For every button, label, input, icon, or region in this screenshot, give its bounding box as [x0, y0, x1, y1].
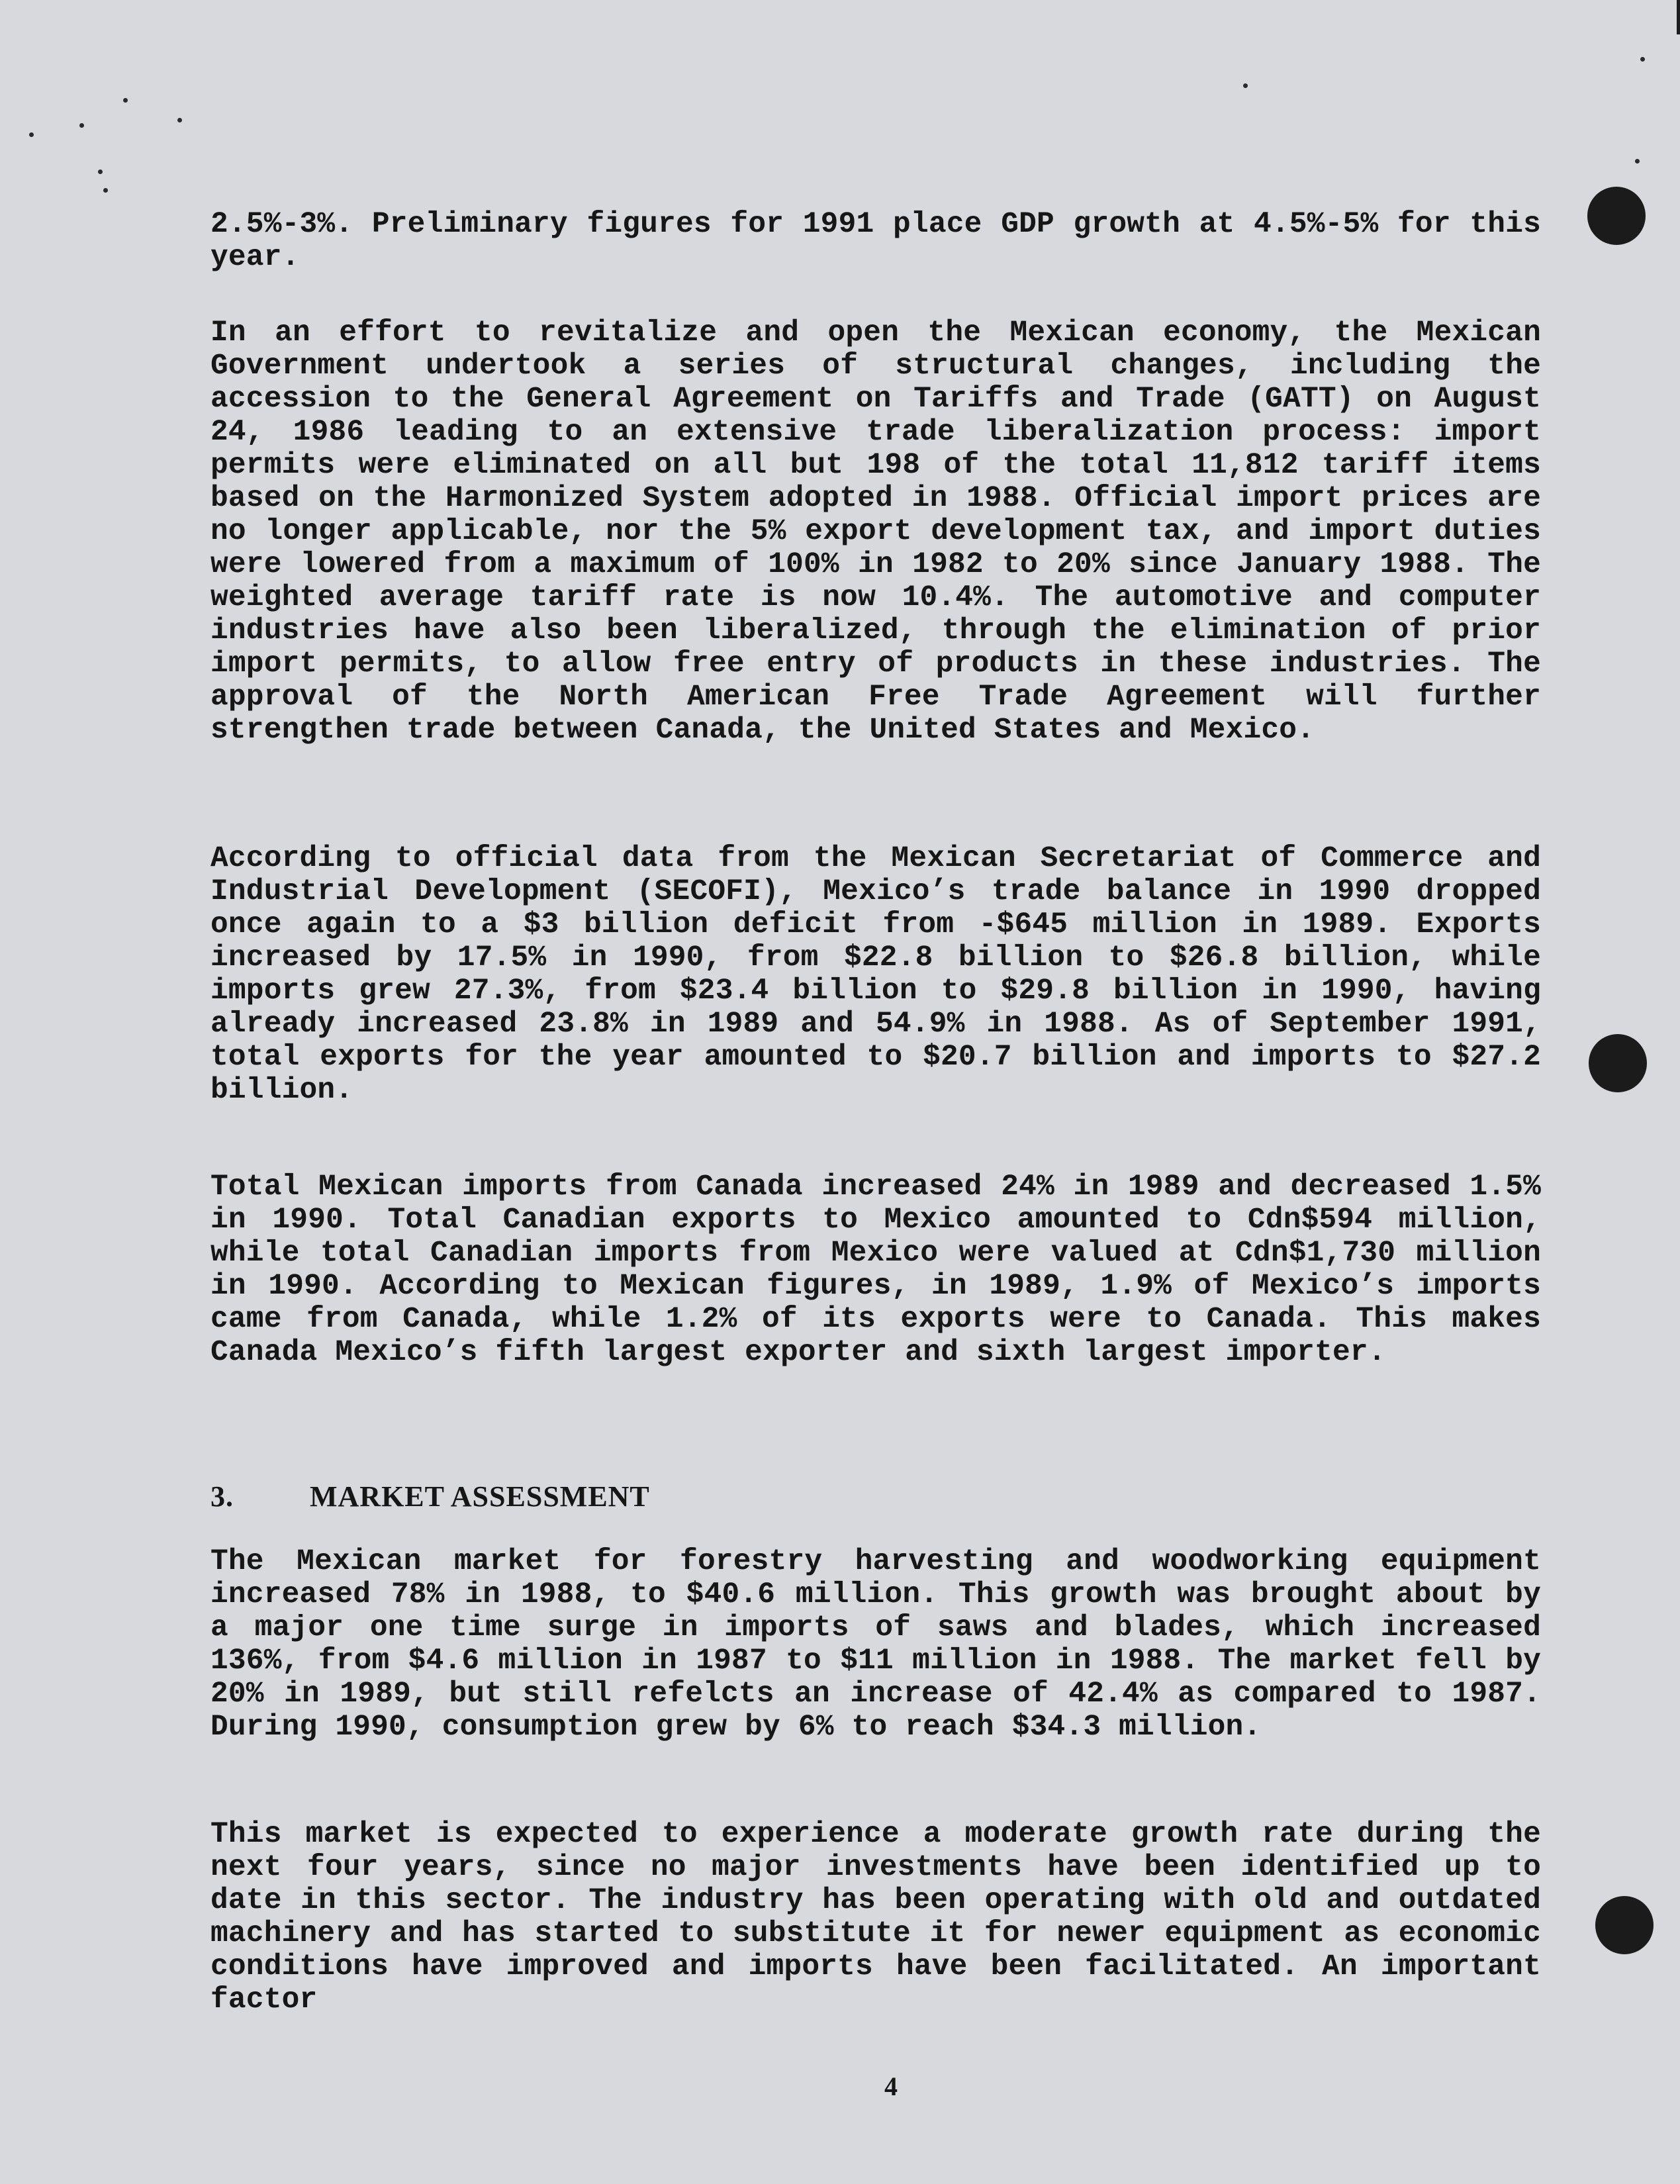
speck — [103, 188, 108, 193]
paragraph-economic-reforms: In an effort to revitalize and open the Mexican economy, the Mexican Government undertook a series of structural changes, including the accession to the General Agreement on Tariffs and Trade (GATT) on August 24, 1986 leading to an extensive trade liberalization process: import permits were eliminated on all but 198 of the total 11,812 tariff items based on the Harmonized System adopted in 1988. Official import prices are no longer applicable, nor the 5% export development tax, and import duties were lowered from a maximum of 100% in 1982 to 20% since January 1988. The weighted average tariff rate is now 10.4%. The automotive and computer industries have also been liberalized, through the elimination of prior import permits, to allow free entry of products in these industries. The approval of the North American Free Trade Agreement will further strengthen trade between Canada, the United States and Mexico. — [210, 316, 1541, 747]
speck — [1635, 159, 1640, 164]
punch-hole-middle — [1589, 1034, 1647, 1092]
section-number: 3. — [210, 1480, 234, 1513]
paragraph-market-outlook: This market is expected to experience a moderate growth rate during the next four years, since no major investments have been identified up to date in this sector. The industry has been operating with old and outdated machinery and has started to substitute it for newer equipment as economic conditions have improved and imports have been facilitated. An important factor — [210, 1818, 1541, 2017]
speck — [98, 169, 103, 174]
section-title: MARKET ASSESSMENT — [310, 1480, 650, 1513]
paragraph-gdp-growth: 2.5%-3%. Preliminary figures for 1991 place GDP growth at 4.5%-5% for this year. — [210, 208, 1541, 274]
paragraph-trade-balance: According to official data from the Mexican Secretariat of Commerce and Industrial Development (SECOFI), Mexico’s trade balance in 1990 dropped once again to a $3 billion deficit from -$645 million in 1989. Exports increased by 17.5% in 1990, from $22.8 billion to $26.8 billion, while imports grew 27.3%, from $23.4 billion to $29.8 billion in 1990, having already increased 23.8% in 1989 and 54.9% in 1988. As of September 1991, total exports for the year amounted to $20.7 billion and imports to $27.2 billion. — [210, 842, 1541, 1107]
page-number: 4 — [884, 2071, 898, 2101]
speck — [79, 123, 84, 128]
speck — [177, 118, 182, 122]
section-heading — [210, 1480, 650, 1513]
punch-hole-bottom — [1595, 1896, 1654, 1954]
punch-hole-top — [1587, 187, 1646, 245]
paragraph-canada-trade: Total Mexican imports from Canada increased 24% in 1989 and decreased 1.5% in 1990. Total Canadian exports to Mexico amounted to Cdn$594 million, while total Canadian imports from Mexico were valued at Cdn$1,730 million in 1990. According to Mexican figures, in 1989, 1.9% of Mexico’s imports came from Canada, while 1.2% of its exports were to Canada. This makes Canada Mexico’s fifth largest exporter and sixth largest importer. — [210, 1170, 1541, 1369]
speck — [1640, 57, 1645, 62]
speck — [1243, 83, 1248, 88]
speck — [123, 98, 128, 103]
speck — [29, 132, 34, 137]
page-edge-mark — [1677, 0, 1680, 34]
paragraph-market-size: The Mexican market for forestry harvesting and woodworking equipment increased 78% in 1988, to $40.6 million. This growth was brought about by a major one time surge in imports of saws and blades, which increased 136%, from $4.6 million in 1987 to $11 million in 1988. The market fell by 20% in 1989, but still refelcts an increase of 42.4% as compared to 1987. During 1990, consumption grew by 6% to reach $34.3 million. — [210, 1545, 1541, 1744]
